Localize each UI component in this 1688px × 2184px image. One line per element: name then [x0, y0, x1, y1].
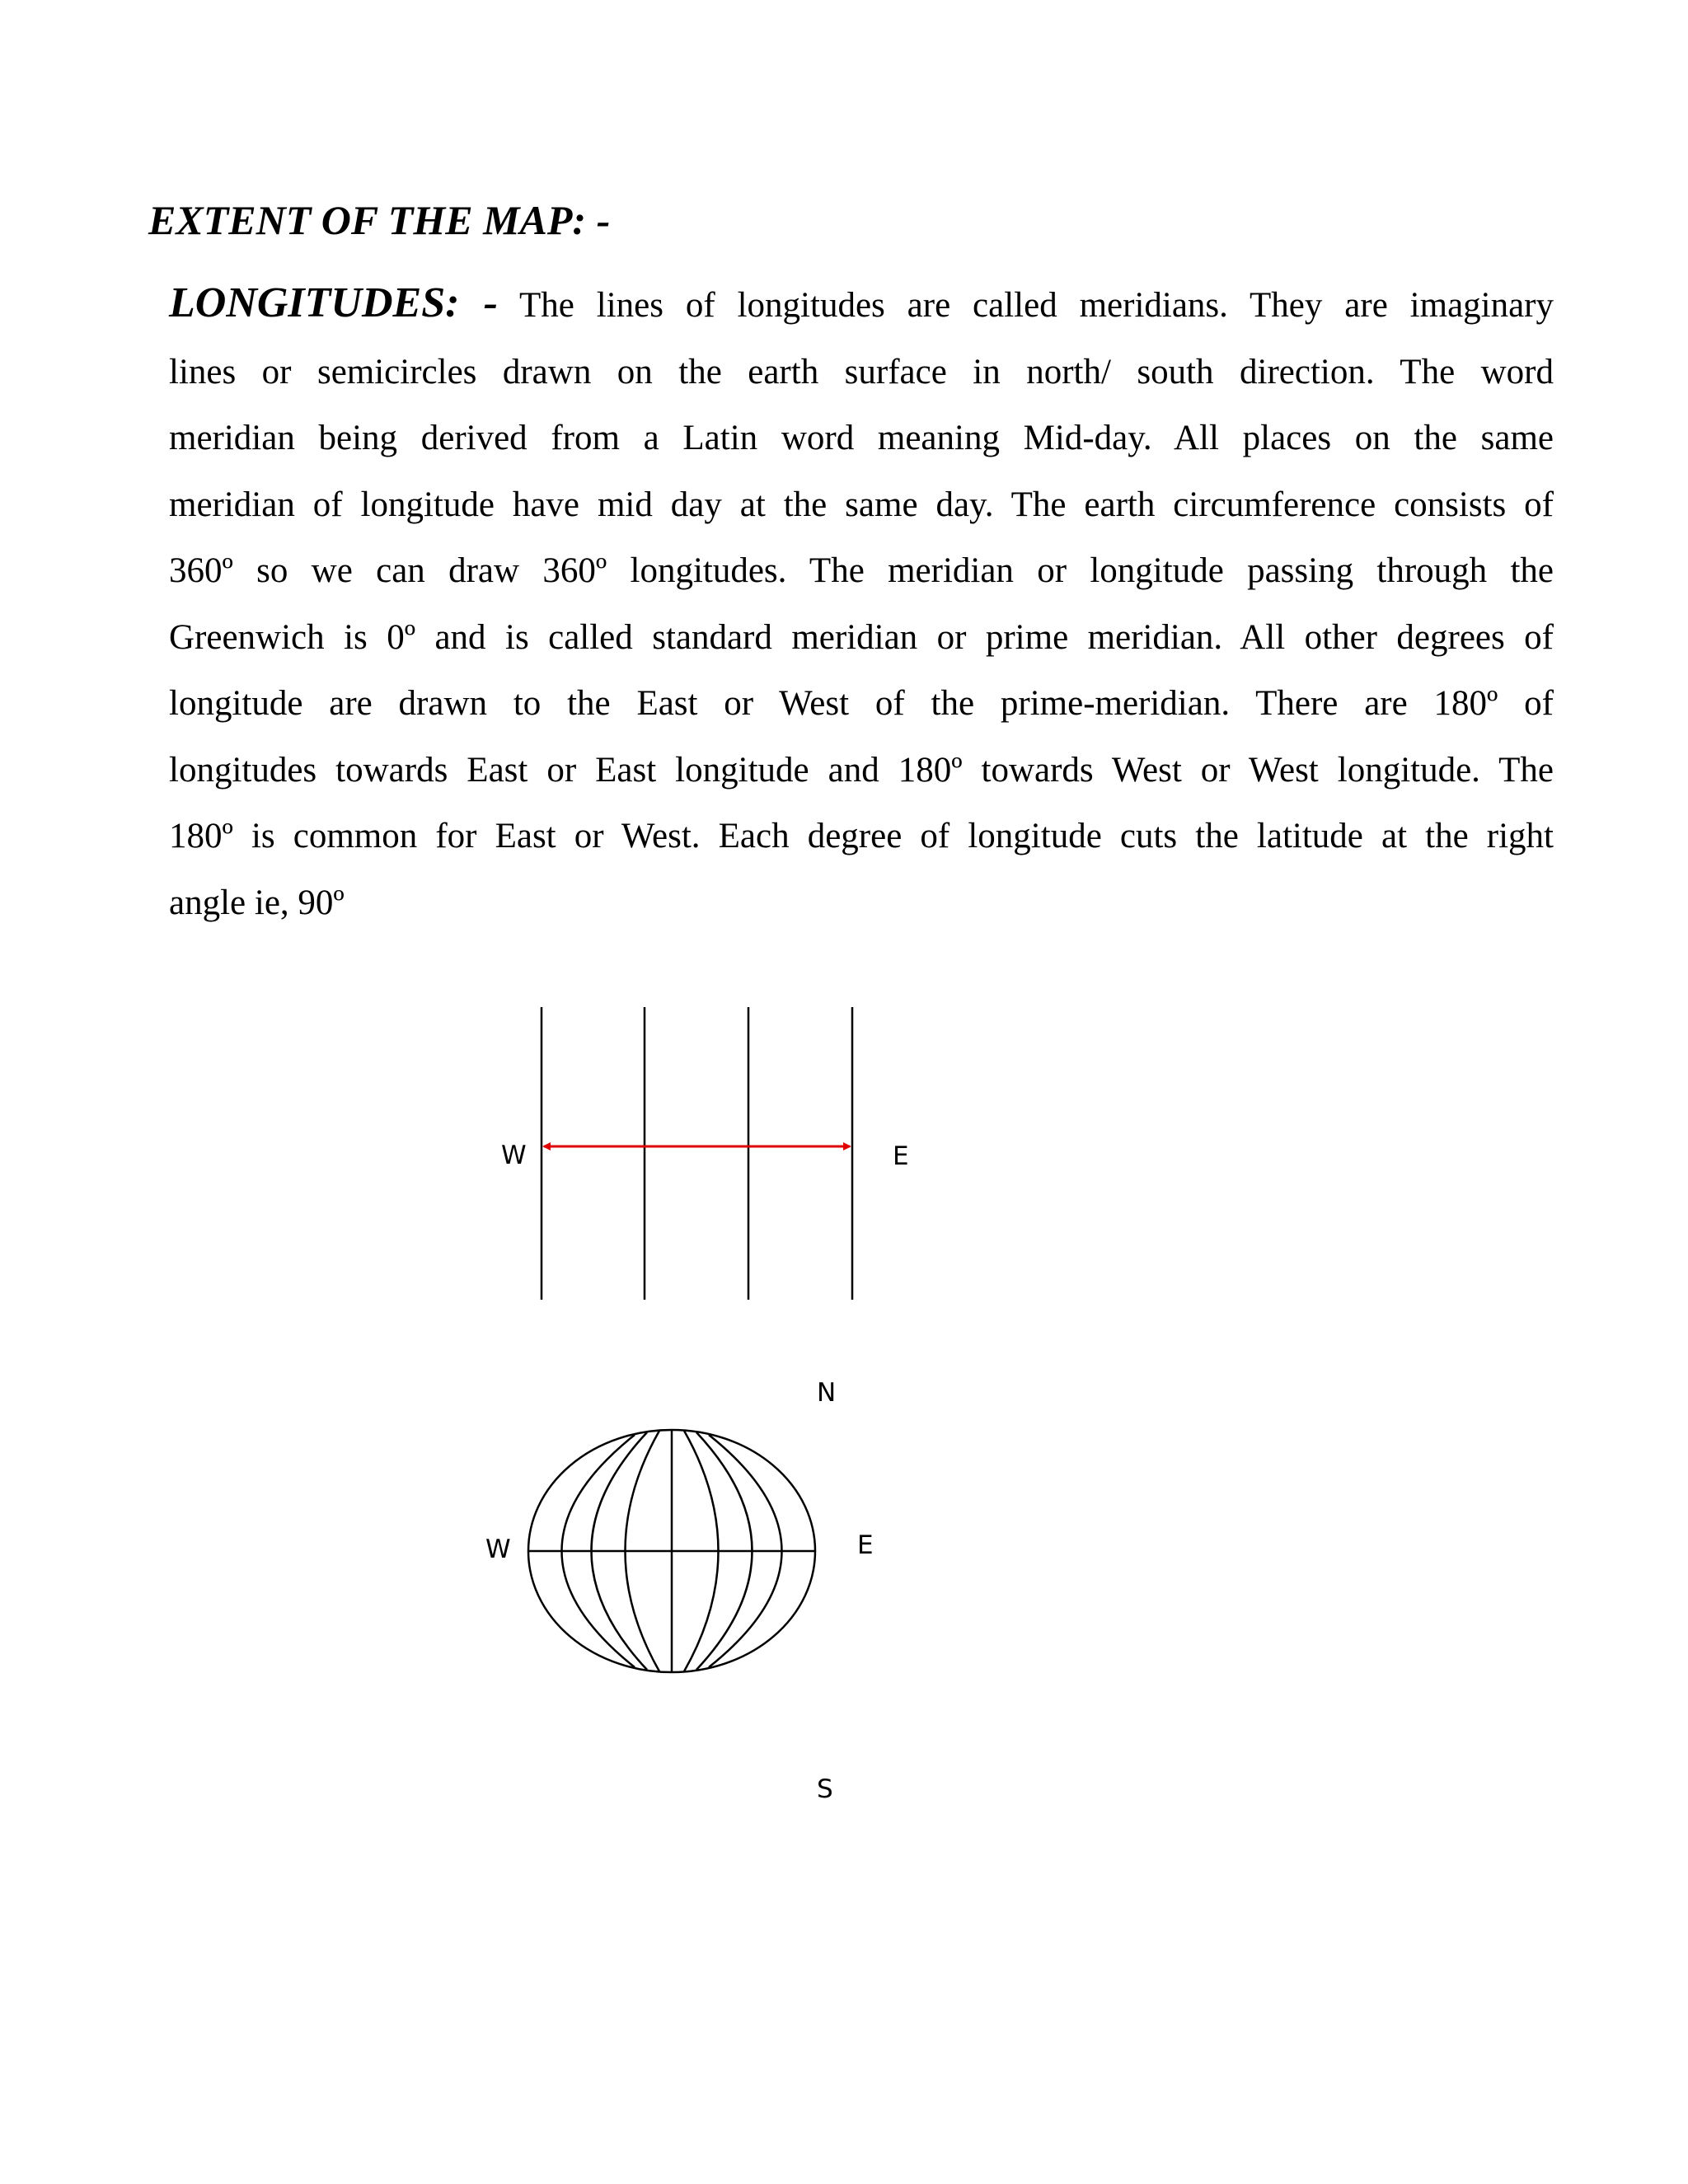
paragraph-line-3: meridian being derived from a Latin word meaning Mid-day. All places on the same [169, 419, 1554, 457]
south-label: S [817, 1774, 833, 1804]
east-label-globe: E [857, 1530, 874, 1560]
paragraph-lead: LONGITUDES: - [169, 279, 498, 326]
paragraph-line-8: longitudes towards East or East longitude and 180º towards West or West longitude. The [169, 750, 1554, 790]
east-label-lines: E [893, 1141, 909, 1171]
paragraph-line-1: LONGITUDES: - The lines of longitudes are called meridians. They are imaginary [169, 279, 1554, 326]
paragraph-line-7: longitude are drawn to the East or West of the prime-meridian. There are 180º of [169, 684, 1554, 723]
west-label-globe: W [485, 1535, 511, 1564]
paragraph-line-2: lines or semicircles drawn on the earth surface in north/ south direction. The word [169, 352, 1554, 391]
west-label-lines: W [501, 1141, 527, 1170]
paragraph-line-10: angle ie, 90º [169, 883, 345, 922]
paragraph-line-4: meridian of longitude have mid day at the same day. The earth circumference consists of [169, 485, 1554, 524]
section-heading: EXTENT OF THE MAP: - [148, 197, 611, 243]
paragraph-line-5: 360º so we can draw 360º longitudes. The meridian or longitude passing through the [169, 551, 1554, 590]
paragraph-line-6: Greenwich is 0º and is called standard meridian or prime meridian. All other degrees of [169, 617, 1554, 657]
north-label: N [817, 1378, 837, 1408]
paragraph-line-9: 180º is common for East or West. Each degree of longitude cuts the latitude at the right [169, 817, 1554, 855]
